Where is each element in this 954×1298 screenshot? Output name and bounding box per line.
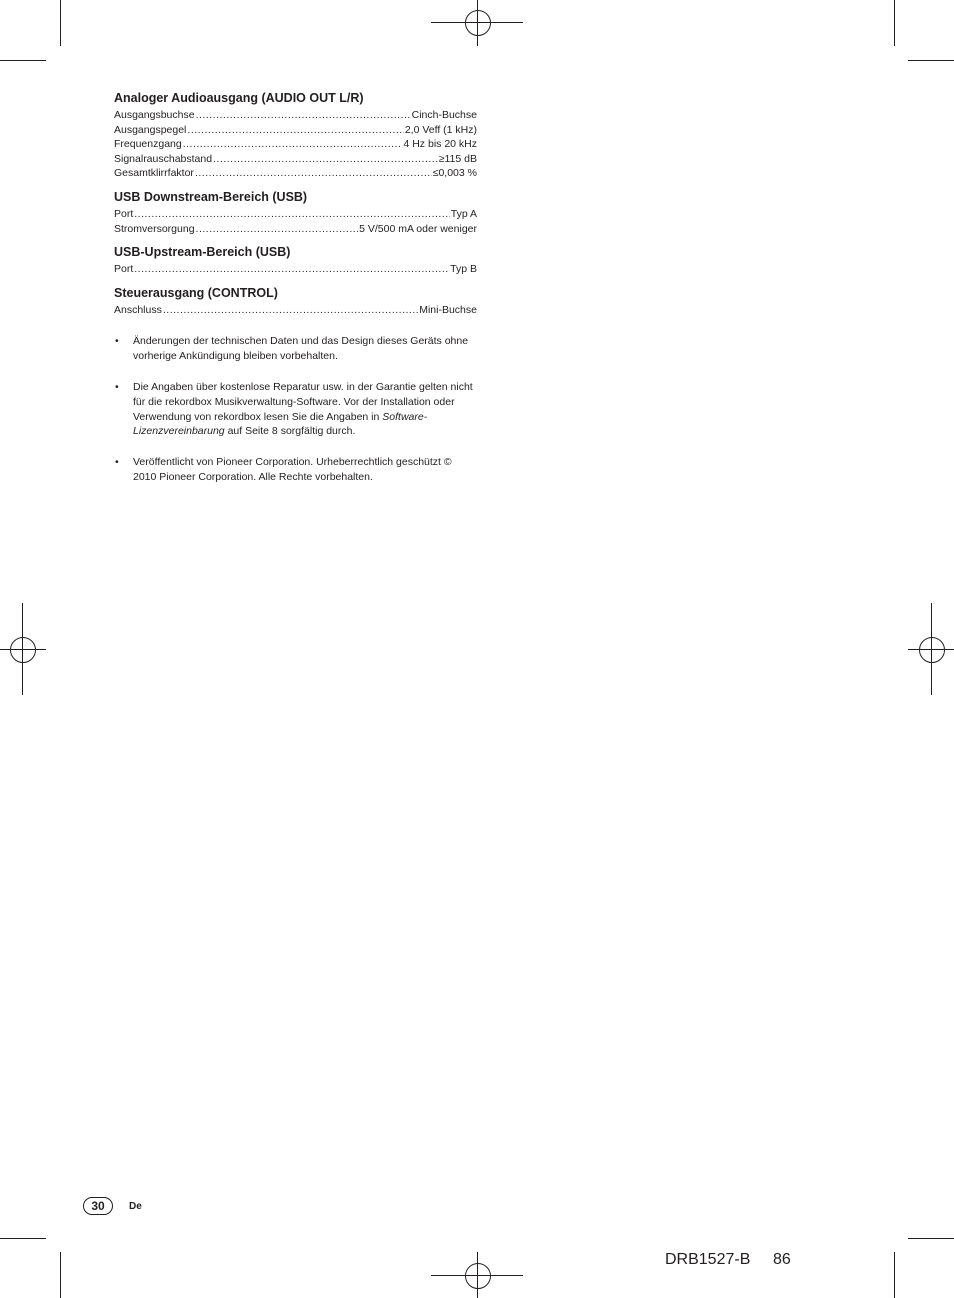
crop-mark (908, 60, 954, 61)
document-code: DRB1527-B (665, 1251, 751, 1268)
spec-row: Stromversorgung ..... 5 V/500 mA oder weniger (114, 222, 477, 237)
spec-row: Signalrauschabstand ..... ≥115 dB (114, 152, 477, 167)
spec-row: Port ..... Typ A (114, 207, 477, 222)
note-item (114, 380, 477, 439)
bullet: • (115, 335, 119, 348)
note-item (114, 334, 477, 364)
spec-row: Anschluss ..... Mini-Buchse (114, 303, 477, 318)
crop-mark (60, 0, 61, 46)
crop-mark (894, 0, 895, 46)
section-usb-upstream (114, 244, 477, 277)
spec-content (114, 90, 477, 501)
crop-mark (60, 1252, 61, 1298)
spec-row: Gesamtklirrfaktor ..... ≤0,003 % (114, 166, 477, 181)
spec-row: Port ..... Typ B (114, 262, 477, 277)
note-item (114, 455, 477, 485)
crop-mark (908, 1238, 954, 1239)
document-page: 86 (773, 1251, 791, 1268)
note-text: Die Angaben über kostenlose Reparatur usw. in der Garantie gelten nicht für die rekordbox Musikverwaltung-Software. Vor der Installation oder Verwendung von rekordbox lesen Sie die Angaben in (133, 380, 473, 423)
section-title: USB-Upstream-Bereich (USB) (114, 245, 291, 260)
crop-mark (0, 60, 46, 61)
crop-mark (894, 1252, 895, 1298)
note-text-italic: Software-Lizenzvereinbarung (133, 410, 428, 438)
crop-mark (0, 1238, 46, 1239)
bullet: • (115, 380, 119, 393)
section-title: Steuerausgang (CONTROL) (114, 285, 278, 300)
section-title: USB Downstream-Bereich (USB) (114, 189, 308, 204)
bullet: • (115, 456, 119, 469)
section-analog-audio-out (114, 90, 477, 181)
spec-row: Ausgangsbuchse ..... Cinch-Buchse (114, 108, 477, 123)
spec-row: Frequenzgang ..... 4 Hz bis 20 kHz (114, 137, 477, 152)
section-control-out (114, 285, 477, 318)
spec-row: Ausgangspegel ..... 2,0 Veff (1 kHz) (114, 123, 477, 138)
language-code: De (129, 1201, 142, 1212)
section-usb-downstream (114, 189, 477, 236)
note-text: auf Seite 8 sorgfältig durch. (224, 425, 356, 438)
notes-list (114, 334, 477, 484)
page-number-badge: 30 (83, 1197, 113, 1215)
section-title: Analoger Audioausgang (AUDIO OUT L/R) (114, 91, 364, 105)
note-text: Veröffentlicht von Pioneer Corporation. Urheberrechtlich geschützt © 2010 Pioneer Corporation. Alle Rechte vorbehalten. (133, 456, 452, 483)
note-text: Änderungen der technischen Daten und das Design dieses Geräts ohne vorherige Ankündigung bleiben vorbehalten. (133, 335, 469, 363)
